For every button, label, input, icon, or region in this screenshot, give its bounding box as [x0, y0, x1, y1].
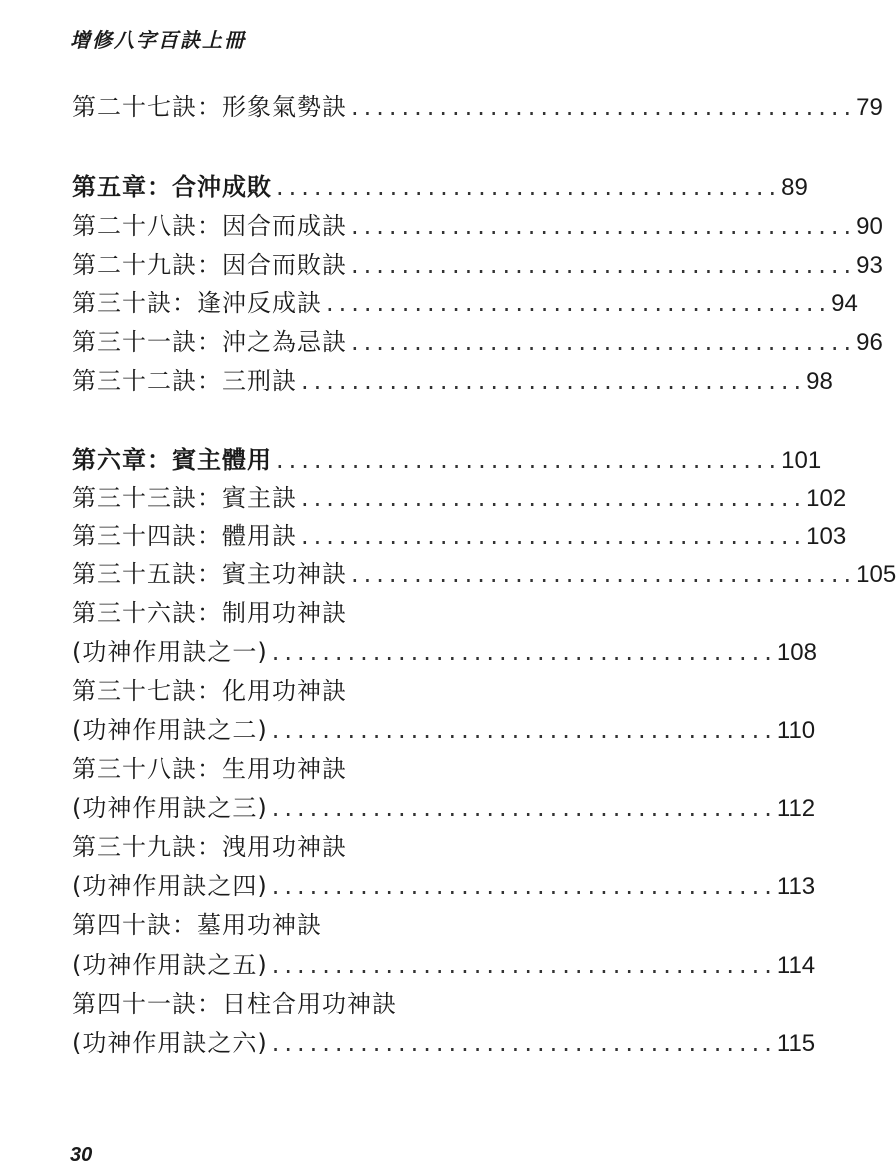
toc-entry: [72, 558, 896, 590]
toc-entry-page: 108: [776, 639, 817, 666]
leader-dots: ........................................: [351, 328, 857, 356]
toc-entry: [72, 482, 847, 514]
leader-dots: ........................................: [326, 289, 832, 317]
toc-entry-page: 103: [806, 523, 847, 550]
toc-entry-title: 第四十訣：墓用功神訣: [72, 911, 322, 939]
leader-dots: ........................................: [301, 367, 807, 395]
toc-entry: [72, 753, 574, 785]
toc-entry-title: (功神作用訣之二): [72, 716, 268, 744]
toc-entry: [72, 326, 883, 358]
toc-entry-title: (功神作用訣之四): [72, 872, 268, 900]
toc-entry-title: 第三十四訣：體用訣: [72, 522, 297, 550]
leader-dots: ........................................: [271, 794, 777, 822]
toc-entry-continued: [72, 1027, 816, 1059]
toc-entry-title: 第三十三訣：賓主訣: [72, 484, 297, 512]
leader-dots: ........................................: [271, 951, 777, 979]
leader-dots: ........................................: [276, 173, 782, 201]
toc-entry-title: 第三十二訣：三刑訣: [72, 367, 297, 395]
toc-entry-page: 79: [856, 94, 883, 121]
toc-entry-page: 102: [806, 485, 847, 512]
leader-dots: ........................................: [301, 522, 807, 550]
toc-entry: [72, 831, 574, 863]
toc-entry-page: 98: [806, 368, 833, 395]
toc-entry-title: 第三十八訣：生用功神訣: [72, 755, 347, 783]
leader-dots: ........................................: [271, 638, 777, 666]
toc-entry-title: 第二十八訣：因合而成訣: [72, 212, 347, 240]
leader-dots: ........................................: [276, 446, 782, 474]
leader-dots: ........................................: [271, 1029, 777, 1057]
leader-dots: ........................................: [351, 212, 857, 240]
toc-entry-page: 115: [776, 1030, 816, 1057]
toc-entry-page: 90: [856, 213, 883, 240]
toc-entry-title: 第二十七訣：形象氣勢訣: [72, 93, 347, 121]
toc-entry-title: 第四十一訣：日柱合用功神訣: [72, 990, 397, 1018]
toc-entry: [72, 988, 574, 1020]
toc-entry-title: 第三十訣：逢沖反成訣: [72, 289, 322, 317]
toc-entry-page: 105: [856, 561, 896, 588]
toc-entry-page: 101: [781, 447, 822, 474]
leader-dots: ........................................: [271, 872, 777, 900]
toc-entry-page: 96: [856, 329, 883, 356]
toc-entry-continued: [72, 714, 816, 746]
toc-entry-title: (功神作用訣之三): [72, 794, 268, 822]
running-header: 增修八字百訣上冊: [70, 28, 246, 52]
toc-entry-title: (功神作用訣之六): [72, 1029, 268, 1057]
toc-entry: [72, 91, 883, 123]
toc-entry-page: 94: [831, 290, 858, 317]
toc-entry-continued: [72, 870, 816, 902]
toc-entry: [72, 597, 574, 629]
toc-entry-title: 第三十九訣：洩用功神訣: [72, 833, 347, 861]
leader-dots: ........................................: [351, 93, 857, 121]
leader-dots: ........................................: [351, 251, 857, 279]
toc-entry-title: 第五章：合沖成敗: [72, 173, 272, 201]
toc-entry-title: 第三十一訣：沖之為忌訣: [72, 328, 347, 356]
leader-dots: ........................................: [301, 484, 807, 512]
toc-entry-title: 第二十九訣：因合而敗訣: [72, 251, 347, 279]
toc-entry-page: 112: [776, 795, 816, 822]
toc-entry-page: 114: [776, 952, 816, 979]
toc-entry-title: 第三十七訣：化用功神訣: [72, 677, 347, 705]
toc-entry: [72, 287, 858, 319]
toc-entry: [72, 520, 847, 552]
toc-entry: [72, 365, 833, 397]
toc-entry-page: 113: [776, 873, 816, 900]
toc-entry: [72, 909, 574, 941]
toc-entry-continued: [72, 792, 816, 824]
toc-chapter: [72, 444, 822, 476]
toc-entry-title: 第六章：賓主體用: [72, 446, 272, 474]
toc-entry-continued: [72, 636, 817, 668]
leader-dots: ........................................: [351, 560, 857, 588]
toc-entry: [72, 249, 883, 281]
toc-entry-page: 89: [781, 174, 808, 201]
page-number: 30: [70, 1144, 93, 1166]
toc-entry-title: 第三十六訣：制用功神訣: [72, 599, 347, 627]
toc-entry-title: (功神作用訣之五): [72, 951, 268, 979]
toc-entry-continued: [72, 949, 816, 981]
toc-chapter: [72, 171, 808, 203]
toc-entry-title: (功神作用訣之一): [72, 638, 268, 666]
toc-entry: [72, 675, 574, 707]
toc-entry-page: 93: [856, 252, 883, 279]
toc-entry: [72, 210, 883, 242]
leader-dots: ........................................: [271, 716, 777, 744]
toc-entry-title: 第三十五訣：賓主功神訣: [72, 560, 347, 588]
toc-entry-page: 110: [776, 717, 816, 744]
